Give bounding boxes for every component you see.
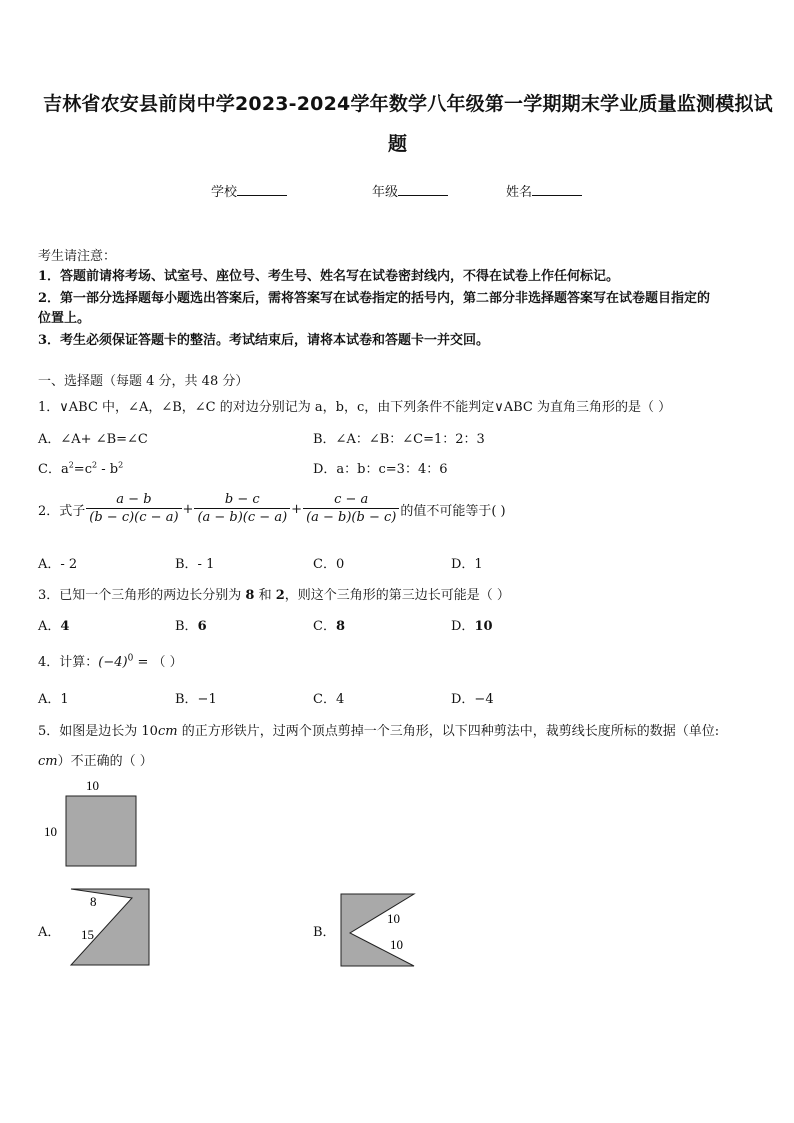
paper-title-line2: 题 xyxy=(388,133,408,155)
q2-plus-1: + xyxy=(182,502,194,517)
q5-square-left-label: 10 xyxy=(44,824,57,839)
q5-option-b-shape xyxy=(341,894,414,966)
q2-option-c: C．0 xyxy=(313,557,345,572)
question-3-stem xyxy=(38,584,510,603)
q2-lead: 2．式子 xyxy=(38,504,86,519)
q5-line1-pre: 5．如图是边长为 10 xyxy=(38,724,158,739)
q2-tail: 的值不可能等于( ) xyxy=(400,504,506,519)
q5-option-b-cut-1: 10 xyxy=(387,911,400,926)
q3-side-1: 8 xyxy=(245,588,255,603)
notice-item-2-cont: 位置上。 xyxy=(38,311,91,326)
paper-title-line1: 吉林省农安县前岗中学2023-2024学年数学八年级第一学期期末学业质量监测模拟试 xyxy=(43,93,773,115)
q3-c-label: C． xyxy=(313,619,336,634)
question-5-line2 xyxy=(38,750,153,769)
notice-item-3: 3．考生必须保证答题卡的整洁。考试结束后，请将本试卷和答题卡一并交回。 xyxy=(38,333,490,348)
q2-fraction-3 xyxy=(303,492,399,527)
q1-option-a: A．∠A+ ∠B=∠C xyxy=(38,432,148,447)
q3-b-label: B． xyxy=(175,619,198,634)
name-field xyxy=(506,181,582,200)
q2-option-d: D．1 xyxy=(451,557,483,572)
q1-c-pre: C．a xyxy=(38,462,69,477)
q3-a-value: 4 xyxy=(60,619,70,634)
q3-side-2: 2 xyxy=(275,588,285,603)
q5-option-b-label: B． xyxy=(313,925,336,940)
q5-square xyxy=(66,796,136,866)
q2-f1-numerator: a − b xyxy=(116,492,152,507)
q4-option-a: A．1 xyxy=(38,692,69,707)
q1-c-post: - b xyxy=(97,462,119,477)
q1-c-sup3: 2 xyxy=(118,460,124,470)
q3-d-value: 10 xyxy=(474,619,493,634)
q5-option-a-cut-1: 8 xyxy=(90,894,97,909)
q3-stem-pre: 3．已知一个三角形的两边长分别为 xyxy=(38,588,246,603)
grade-field xyxy=(372,181,448,200)
q1-option-c xyxy=(38,458,123,477)
q2-option-b: B．- 1 xyxy=(175,557,215,572)
q1-c-sup2: 2 xyxy=(91,460,98,470)
q5-option-a-figure xyxy=(68,886,152,968)
q2-option-a: A．- 2 xyxy=(38,557,78,572)
notice-item-1: 1．答题前请将考场、试室号、座位号、考生号、姓名写在试卷密封线内，不得在试卷上作任何标记。 xyxy=(38,269,620,284)
question-5-line1 xyxy=(38,720,719,739)
q4-option-d: D．−4 xyxy=(451,692,494,707)
question-4-stem xyxy=(38,651,183,670)
q4-expression: (−4) xyxy=(98,655,128,670)
q5-option-b-cut-2: 10 xyxy=(390,937,403,952)
q2-f2-numerator: b − c xyxy=(224,492,260,507)
q5-option-a-cut-2: 15 xyxy=(81,927,94,942)
question-1-stem: 1．∨ABC 中，∠A，∠B，∠C 的对边分别记为 a，b，c，由下列条件不能判定∨ABC 为直角三角形的是（ ） xyxy=(38,400,672,415)
q4-stem-post: = （ ） xyxy=(133,655,183,670)
q4-option-b: B．−1 xyxy=(175,692,217,707)
q5-square-top-label: 10 xyxy=(86,778,99,793)
q3-d-label: D． xyxy=(451,619,475,634)
question-2-stem xyxy=(38,492,506,527)
q5-line2-post: ）不正确的（ ） xyxy=(57,754,153,769)
section-heading: 一、选择题（每题 4 分，共 48 分） xyxy=(38,374,249,389)
grade-label: 年级 xyxy=(372,185,399,200)
q2-f2-denominator: (a − b)(c − a) xyxy=(194,508,290,527)
notice-heading: 考生请注意： xyxy=(38,249,117,264)
q3-c-value: 8 xyxy=(335,619,345,634)
q3-option-b xyxy=(175,615,207,634)
q2-f3-denominator: (a − b)(b − c) xyxy=(303,508,399,527)
q5-unit-1: cm xyxy=(157,724,178,739)
q2-plus-2: + xyxy=(291,502,303,517)
school-blank xyxy=(237,183,287,196)
q5-line1-post: 的正方形铁片，过两个顶点剪掉一个三角形，以下四种剪法中，裁剪线长度所标的数据（单位: xyxy=(177,724,720,739)
q5-unit-2: cm xyxy=(38,754,58,769)
name-blank xyxy=(532,183,582,196)
q2-f3-numerator: c − a xyxy=(334,492,369,507)
q3-b-value: 6 xyxy=(197,619,207,634)
q2-f1-denominator: (b − c)(c − a) xyxy=(86,508,181,527)
q3-stem-post: ，则这个三角形的第三边长可能是（ ） xyxy=(284,588,510,603)
q5-square-figure xyxy=(36,772,146,872)
grade-blank xyxy=(398,183,448,196)
q3-a-label: A． xyxy=(38,619,61,634)
q5-option-a-label: A． xyxy=(38,925,61,940)
school-field xyxy=(211,181,287,200)
q3-option-a xyxy=(38,615,69,634)
q4-stem-pre: 4．计算： xyxy=(38,655,99,670)
q3-option-c xyxy=(313,615,345,634)
q2-fraction-2 xyxy=(194,492,290,527)
q2-fraction-1 xyxy=(86,492,181,527)
school-label: 学校 xyxy=(211,185,238,200)
q4-exponent: 0 xyxy=(127,653,134,664)
q4-option-c: C．4 xyxy=(313,692,345,707)
name-label: 姓名 xyxy=(506,185,533,200)
q5-option-b-figure xyxy=(338,891,418,969)
q1-c-sup1: 2 xyxy=(68,460,74,470)
q1-option-b: B．∠A：∠B：∠C=1：2：3 xyxy=(313,432,485,447)
q3-option-d xyxy=(451,615,493,634)
q1-c-mid: =c xyxy=(73,462,92,477)
q3-and: 和 xyxy=(254,588,276,603)
q1-option-d: D．a：b：c=3：4：6 xyxy=(313,462,448,477)
notice-item-2: 2．第一部分选择题每小题选出答案后，需将答案写在试卷指定的括号内，第二部分非选择题答案写在试卷题目指定的 xyxy=(38,291,711,306)
